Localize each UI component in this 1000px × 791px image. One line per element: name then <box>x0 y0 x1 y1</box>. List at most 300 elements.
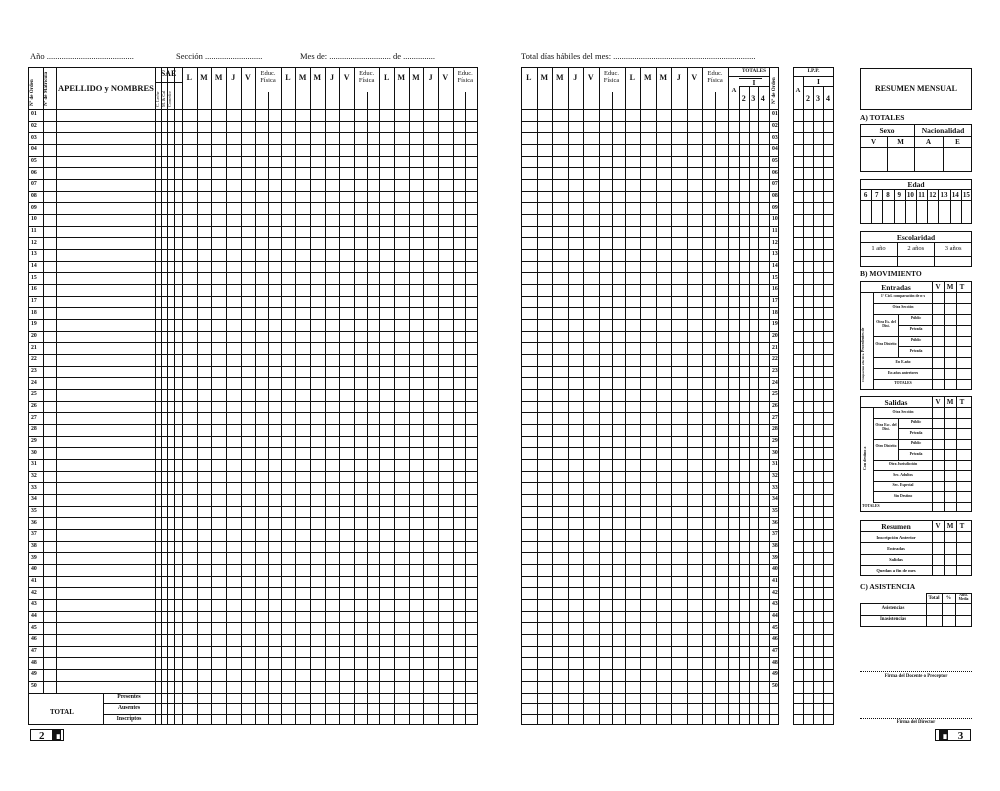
col-day-15: J <box>428 73 433 82</box>
grid-line <box>793 76 834 77</box>
grid-line <box>409 67 410 725</box>
salidas-group: Otra Esc. del Dist. <box>875 423 897 432</box>
col-day-r9: J <box>676 73 681 82</box>
row-number: 11 <box>772 227 778 234</box>
entradas-row: Públic <box>910 316 922 321</box>
grid-line <box>521 307 779 308</box>
grid-line <box>521 214 779 215</box>
grid-line <box>873 481 972 482</box>
grid-line <box>43 67 44 693</box>
vmt-col: V <box>935 397 941 406</box>
row-number: 04 <box>772 146 778 153</box>
nacionalidad-header: Nacionalidad <box>921 126 965 135</box>
grid-line <box>268 92 269 725</box>
grid-line <box>715 92 716 725</box>
grid-line <box>521 354 779 355</box>
row-number: 48 <box>31 659 37 666</box>
row-number: 07 <box>31 181 37 188</box>
grid-line <box>521 657 779 658</box>
grid-line <box>521 646 779 647</box>
asis-col: Total <box>928 595 940 601</box>
edad-col: 10 <box>906 190 914 199</box>
asis-col: Asist. Media <box>958 593 969 601</box>
row-number: 36 <box>772 519 778 526</box>
total-row-2: Inscriptos <box>116 715 142 722</box>
grid-line <box>56 67 57 693</box>
row-number: 10 <box>31 216 37 223</box>
grid-line <box>28 202 478 203</box>
grid-line <box>521 517 779 518</box>
row-number: 13 <box>31 251 37 258</box>
row-number: 16 <box>31 286 37 293</box>
totales-num: 4 <box>760 94 765 103</box>
grid-line <box>167 67 168 693</box>
row-number: 02 <box>772 122 778 129</box>
grid-line <box>161 693 162 726</box>
row-number: 50 <box>772 683 778 690</box>
edad-col: 11 <box>918 190 925 199</box>
escolaridad-col: 1 año <box>871 244 886 252</box>
col-educ-fisica: Educ. Física <box>457 70 474 84</box>
grid-line <box>28 459 478 460</box>
grid-line <box>354 67 355 725</box>
grid-line <box>28 622 478 623</box>
row-number: 46 <box>772 636 778 643</box>
row-number: 20 <box>772 332 778 339</box>
grid-line <box>28 226 478 227</box>
row-number: 40 <box>772 566 778 573</box>
row-number: 29 <box>31 437 37 444</box>
grid-line <box>28 494 478 495</box>
grid-line <box>367 92 368 725</box>
grid-line <box>28 669 478 670</box>
grid-line <box>612 92 613 725</box>
grid-line <box>873 379 972 380</box>
grid-line <box>898 428 972 429</box>
row-number: 21 <box>31 344 37 351</box>
row-number: 35 <box>772 507 778 514</box>
salidas-group: Otro Distrito <box>875 444 897 449</box>
grid-line <box>898 325 972 326</box>
total-label: TOTAL <box>50 707 74 716</box>
vmt-col: M <box>946 521 954 530</box>
firma-line <box>860 718 972 719</box>
grid-line <box>898 314 899 358</box>
grid-line <box>521 506 779 507</box>
asistencia-section: C) ASISTENCIA <box>860 582 916 591</box>
row-number: 50 <box>31 683 37 690</box>
grid-line <box>860 292 972 293</box>
row-number: 36 <box>31 519 37 526</box>
grid-line <box>174 67 175 693</box>
nac-a: A <box>925 138 932 146</box>
salidas-side: Con destino a <box>862 446 867 470</box>
col-day-8: M <box>313 73 322 82</box>
grid-line <box>28 366 478 367</box>
salidas-row: Otra Jurisdicción <box>888 462 918 466</box>
grid-line <box>873 303 972 304</box>
grid-line <box>28 424 478 425</box>
grid-line <box>521 144 779 145</box>
grid-line <box>873 368 972 369</box>
row-number: 20 <box>31 332 37 339</box>
edad-col: 6 <box>863 190 868 199</box>
col-educ-fisica: Educ. Física <box>603 70 620 84</box>
grid-line <box>521 669 779 670</box>
row-number: 30 <box>31 449 37 456</box>
edad-header: Edad <box>907 180 925 189</box>
row-number: 33 <box>31 484 37 491</box>
firma-director: Firma del Director <box>896 720 936 725</box>
salidas-row: Sec. Especial <box>892 483 914 487</box>
nac-e: E <box>955 138 960 146</box>
entradas-group: Otra Distrito <box>875 342 897 346</box>
vmt-col: M <box>946 397 954 406</box>
publisher-logo-icon: ▗ <box>53 730 60 739</box>
grid-line <box>521 681 779 682</box>
grid-line <box>873 460 972 461</box>
grid-line <box>28 447 478 448</box>
salidas-header: Salidas <box>884 397 908 407</box>
grid-line <box>28 587 478 588</box>
row-number: 21 <box>772 344 778 351</box>
grid-line <box>226 67 227 725</box>
grid-line <box>898 449 972 450</box>
field-mes: Mes de: ............................. de ............... <box>300 51 436 61</box>
totales-a: A <box>731 87 737 94</box>
row-number: 27 <box>31 414 37 421</box>
ipp-num: 3 <box>816 94 820 103</box>
row-number: 06 <box>772 169 778 176</box>
grid-line <box>28 261 478 262</box>
grid-line <box>521 634 779 635</box>
row-number: 05 <box>31 157 37 164</box>
grid-line <box>28 576 478 577</box>
edad-col: 13 <box>940 190 948 199</box>
row-number: 35 <box>31 507 37 514</box>
grid-line <box>28 191 478 192</box>
grid-line <box>521 167 779 168</box>
grid-line <box>325 67 326 725</box>
row-number: 38 <box>772 542 778 549</box>
grid-line <box>28 517 478 518</box>
col-orden-header-right: Nº de Orden <box>772 77 777 104</box>
ipp-num: 4 <box>826 94 830 103</box>
grid-line <box>552 67 553 725</box>
grid-line <box>860 147 972 148</box>
row-number: 01 <box>31 111 37 118</box>
grid-line <box>28 179 478 180</box>
grid-line <box>521 693 779 694</box>
grid-line <box>521 67 522 725</box>
grid-line <box>28 319 478 320</box>
sae-subheader: M. & Cal <box>160 90 166 107</box>
grid-line <box>860 136 972 137</box>
field-total-dias: Total días hábiles del mes: ................................................................... <box>521 51 756 61</box>
grid-line <box>28 412 478 413</box>
row-number: 23 <box>31 367 37 374</box>
row-number: 25 <box>31 391 37 398</box>
grid-line <box>521 564 779 565</box>
row-number: 11 <box>31 227 37 234</box>
col-educ-fisica: Educ. Física <box>260 70 276 84</box>
col-day-2: M <box>214 73 223 82</box>
vmt-col: T <box>959 397 965 406</box>
salidas-row: Públic <box>910 420 922 424</box>
row-number: 38 <box>31 542 37 549</box>
grid-line <box>873 470 972 471</box>
row-number: 01 <box>772 111 778 118</box>
grid-line <box>521 284 779 285</box>
page-number-right <box>935 729 971 741</box>
row-number: 42 <box>772 589 778 596</box>
grid-line <box>898 418 899 460</box>
vmt-col: V <box>935 282 941 291</box>
grid-line <box>625 67 626 725</box>
page-number-right-text: 3 <box>957 730 964 742</box>
row-number: 24 <box>772 379 778 386</box>
grid-line <box>28 681 478 682</box>
row-number: 14 <box>31 262 37 269</box>
row-number: 33 <box>772 484 778 491</box>
grid-line <box>521 622 779 623</box>
grid-line <box>28 529 478 530</box>
grid-line <box>28 657 478 658</box>
entradas-row: Privada <box>909 326 923 331</box>
grid-line <box>197 67 198 725</box>
row-number: 49 <box>31 671 37 678</box>
row-number: 10 <box>772 216 778 223</box>
grid-line <box>255 67 256 725</box>
grid-line <box>28 272 478 273</box>
grid-line <box>873 439 972 440</box>
grid-line <box>155 67 156 725</box>
grid-line <box>873 357 972 358</box>
grid-line <box>873 336 972 337</box>
grid-line <box>241 67 242 725</box>
vmt-col: T <box>959 282 965 291</box>
col-day-1: M <box>200 73 208 82</box>
field-anio: Año ......................................... <box>30 51 134 61</box>
grid-line <box>932 396 933 512</box>
grid-line <box>28 144 478 145</box>
grid-line <box>521 482 779 483</box>
entradas-row: En años anteriores <box>887 370 919 375</box>
grid-line <box>521 552 779 553</box>
entradas-row: En E.año <box>895 359 911 364</box>
page-number-left <box>30 729 64 741</box>
grid-line <box>28 401 478 402</box>
grid-line <box>28 482 478 483</box>
entradas-row: Otra Sección <box>892 305 914 310</box>
grid-line <box>379 67 380 725</box>
row-number: 03 <box>772 134 778 141</box>
row-number: 44 <box>31 613 37 619</box>
salidas-row: Otra Sección <box>892 409 914 414</box>
row-number: 05 <box>772 157 778 164</box>
grid-line <box>671 67 672 725</box>
vmt-col: M <box>946 282 954 291</box>
grid-line <box>28 331 478 332</box>
col-matricula-header: Nº de Matrícula <box>44 71 49 106</box>
asis-row: Inasistencias <box>879 616 907 622</box>
grid-line <box>28 237 478 238</box>
entradas-row: Privada <box>909 348 923 353</box>
grid-line <box>28 296 478 297</box>
col-sae-header: SAE <box>160 69 177 78</box>
row-number: 12 <box>31 239 37 246</box>
grid-line <box>281 67 282 725</box>
grid-line <box>873 491 972 492</box>
grid-line <box>521 424 779 425</box>
grid-line <box>803 76 804 725</box>
row-number: 49 <box>772 671 778 678</box>
row-number: 26 <box>772 402 778 409</box>
grid-line <box>521 389 779 390</box>
row-number: 03 <box>31 134 37 141</box>
grid-line <box>521 412 779 413</box>
row-number: 25 <box>772 391 778 398</box>
grid-line <box>28 599 478 600</box>
grid-line <box>873 502 972 503</box>
grid-line <box>28 693 478 694</box>
row-number: 04 <box>31 146 37 153</box>
col-day-r6: L <box>629 73 635 82</box>
totales-section: A) TOTALES <box>860 113 905 122</box>
grid-line <box>339 67 340 725</box>
grid-line <box>739 86 740 725</box>
salidas-row: TOTALES <box>862 504 880 508</box>
firma-line <box>860 671 972 672</box>
grid-line <box>521 611 779 612</box>
col-day-r2: M <box>555 73 564 82</box>
grid-line <box>568 67 569 725</box>
grid-line <box>28 646 478 647</box>
grid-line <box>860 554 972 555</box>
grid-line <box>521 541 779 542</box>
grid-line <box>521 401 779 402</box>
grid-line <box>521 714 779 715</box>
row-number: 37 <box>772 531 778 538</box>
row-number: 37 <box>31 531 37 538</box>
row-number: 39 <box>31 554 37 561</box>
grid-line <box>521 179 779 180</box>
salidas-row: Privada <box>909 451 923 456</box>
grid-line <box>28 156 478 157</box>
row-number: 42 <box>31 589 37 596</box>
grid-line <box>860 565 972 566</box>
grid-line <box>521 319 779 320</box>
row-number: 08 <box>772 192 778 199</box>
entradas-row: Públic <box>910 337 922 342</box>
entradas-row: TOTALES <box>894 381 912 386</box>
grid-line <box>28 132 478 133</box>
col-day-3: J <box>231 73 236 82</box>
grid-line <box>174 693 175 726</box>
grid-line <box>860 407 972 408</box>
totales-i: I <box>752 78 756 87</box>
sexo-header: Sexo <box>879 126 895 135</box>
ipp-header: I.P.P. <box>807 68 820 74</box>
row-number: 19 <box>772 321 778 328</box>
grid-line <box>394 67 395 725</box>
field-seccion: Sección ........................... <box>176 51 263 61</box>
grid-line <box>28 436 478 437</box>
grid-line <box>521 331 779 332</box>
grid-line <box>521 109 779 110</box>
resumen-row: Salidas <box>889 557 903 562</box>
col-day-14: M <box>412 73 420 82</box>
escolaridad-col: 2 años <box>907 244 925 252</box>
col-educ-fisica: Educ. Física <box>358 70 375 84</box>
grid-line <box>860 531 972 532</box>
row-number: 32 <box>31 472 37 479</box>
grid-line <box>944 396 945 512</box>
grid-line <box>521 342 779 343</box>
grid-line <box>28 121 478 122</box>
row-number: 27 <box>772 414 778 421</box>
vmt-col: T <box>959 521 965 530</box>
publisher-logo-icon: ▗ <box>940 730 947 739</box>
col-day-r7: M <box>643 73 652 82</box>
row-number: 12 <box>772 239 778 246</box>
grid-line <box>423 67 424 725</box>
escolaridad-header: Escolaridad <box>896 232 936 242</box>
grid-line <box>28 506 478 507</box>
row-number: 48 <box>772 659 778 666</box>
grid-line <box>728 76 769 77</box>
grid-line <box>521 156 779 157</box>
firma-docente: Firma del Docente o Preceptor <box>884 674 948 679</box>
row-number: 28 <box>31 426 37 433</box>
row-number: 31 <box>31 461 37 468</box>
grid-line <box>310 67 311 725</box>
row-number: 43 <box>31 601 37 608</box>
grid-line <box>182 67 183 725</box>
grid-line <box>521 471 779 472</box>
grid-line <box>28 552 478 553</box>
grid-line <box>898 346 972 347</box>
grid-line <box>521 237 779 238</box>
row-number: 19 <box>31 321 37 328</box>
col-day-0: L <box>186 73 192 82</box>
grid-line <box>860 542 972 543</box>
grid-line <box>521 587 779 588</box>
row-number: 43 <box>772 601 778 608</box>
grid-line <box>583 67 584 725</box>
grid-line <box>521 132 779 133</box>
grid-line <box>813 86 814 725</box>
page-number-left-text: 2 <box>39 730 45 742</box>
grid-line <box>702 67 703 725</box>
edad-col: 12 <box>929 190 937 199</box>
col-day-r0: L <box>526 73 532 82</box>
grid-line <box>769 67 770 725</box>
row-number: 18 <box>772 309 778 316</box>
grid-line <box>28 284 478 285</box>
entradas-header: Entradas <box>881 282 911 292</box>
edad-col: 9 <box>897 190 901 199</box>
grid-line <box>860 256 972 257</box>
grid-line <box>28 167 478 168</box>
col-day-12: L <box>383 73 390 82</box>
sexo-m: M <box>897 138 904 146</box>
total-row-1: Ausentes <box>117 704 141 711</box>
col-day-9: J <box>329 73 334 82</box>
grid-line <box>521 599 779 600</box>
row-number: 15 <box>772 274 778 281</box>
summary-title: RESUMEN MENSUAL <box>874 84 957 93</box>
